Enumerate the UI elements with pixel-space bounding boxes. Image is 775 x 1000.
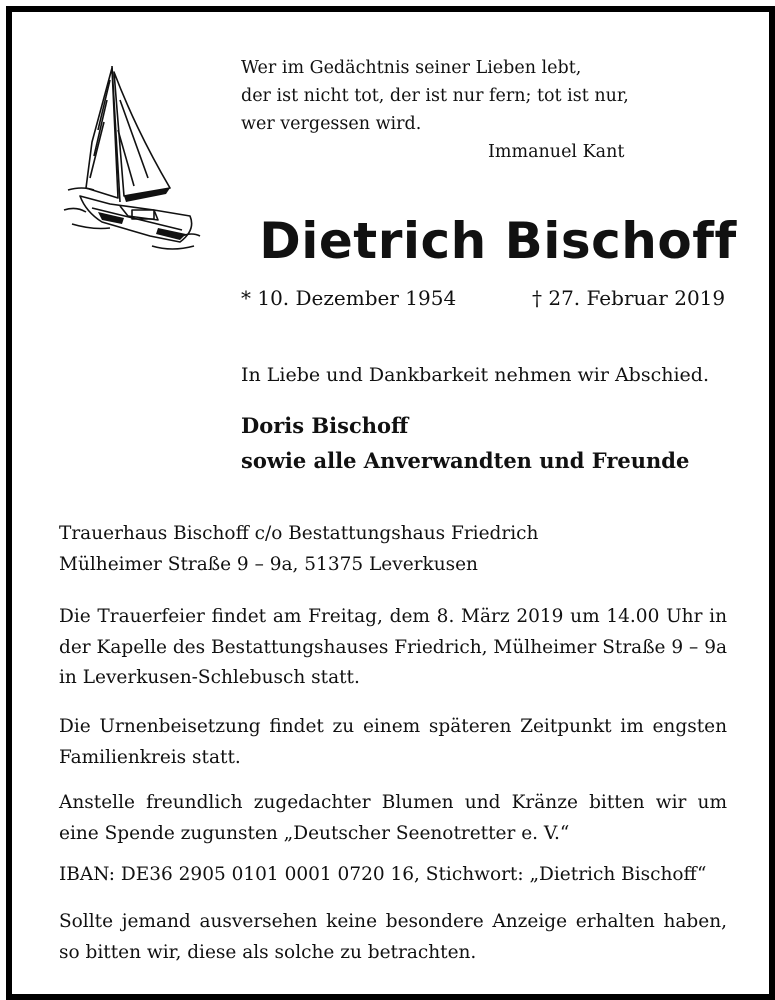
deceased-name: Dietrich Bischoff: [259, 212, 737, 270]
paragraph-line: Die Urnenbeisetzung findet zu einem späteren Zeitpunkt im engsten: [59, 716, 727, 737]
signer-line: Doris Bischoff: [241, 413, 409, 438]
death-date: † 27. Februar 2019: [532, 286, 726, 310]
obituary-frame: [6, 6, 775, 1000]
paragraph-line: so bitten wir, diese als solche zu betrachten.: [59, 941, 477, 963]
notice-paragraph: [59, 907, 727, 968]
urn-paragraph: [59, 712, 727, 773]
ceremony-paragraph: [59, 602, 727, 694]
address-line: Trauerhaus Bischoff c/o Bestattungshaus Friedrich: [59, 523, 539, 544]
paragraph-line: Familienkreis statt.: [59, 746, 241, 768]
mourning-address: [59, 519, 727, 580]
quote-line: wer vergessen wird.: [241, 114, 422, 134]
donation-paragraph: [59, 788, 727, 849]
paragraph-line: der Kapelle des Bestattungshauses Friedrich, Mülheimer Straße 9 – 9a: [59, 636, 727, 658]
quote-author: Immanuel Kant: [488, 142, 625, 162]
quote: [241, 54, 629, 162]
iban-line: IBAN: DE36 2905 0101 0001 0720 16, Stichwort: „Dietrich Bischoff“: [59, 864, 707, 885]
signer-line: sowie alle Anverwandten und Freunde: [241, 448, 690, 473]
paragraph-line: Anstelle freundlich zugedachter Blumen und Kränze bitten wir um: [59, 792, 727, 813]
quote-line: Wer im Gedächtnis seiner Lieben lebt,: [241, 58, 582, 78]
paragraph-line: in Leverkusen-Schlebusch statt.: [59, 667, 360, 688]
paragraph-line: Die Trauerfeier findet am Freitag, dem 8. März 2019 um 14.00 Uhr in: [59, 606, 727, 627]
paragraph-line: Sollte jemand ausversehen keine besondere Anzeige erhalten haben,: [59, 911, 727, 932]
birth-date: * 10. Dezember 1954: [241, 286, 457, 310]
farewell-text: In Liebe und Dankbarkeit nehmen wir Abschied.: [241, 364, 709, 386]
paragraph-line: eine Spende zugunsten „Deutscher Seenotretter e. V.“: [59, 822, 570, 844]
signers: [241, 408, 689, 478]
address-line: Mülheimer Straße 9 – 9a, 51375 Leverkusen: [59, 553, 478, 575]
quote-line: der ist nicht tot, der ist nur fern; tot ist nur,: [241, 86, 629, 106]
